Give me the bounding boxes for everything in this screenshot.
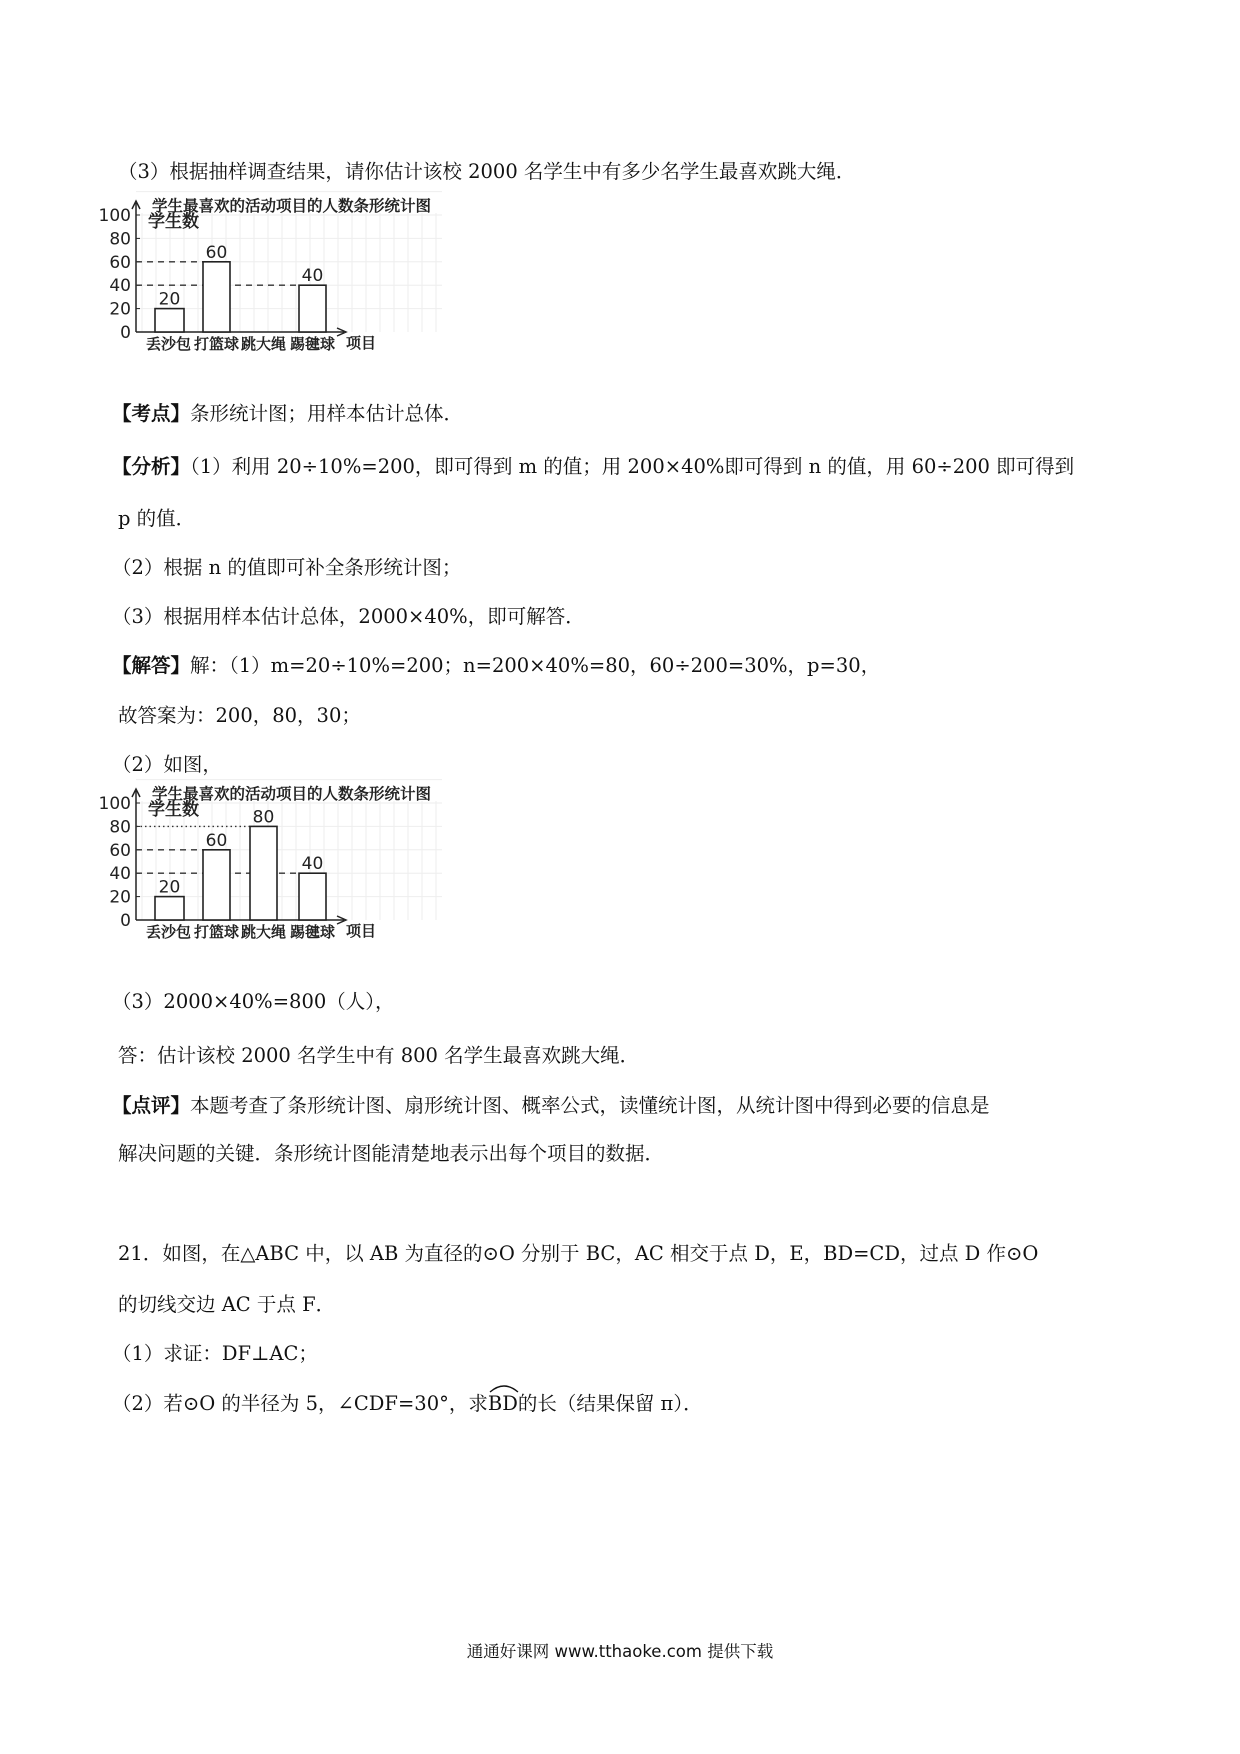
y-tick-label: 100 <box>98 794 131 814</box>
y-axis-label: 学生数 <box>148 800 199 820</box>
jieda-line-2: 故答案为：200，80，30； <box>118 704 361 727</box>
q3-prompt: （3）根据抽样调查结果，请你估计该校 2000 名学生中有多少名学生最喜欢跳大绳． <box>118 160 856 183</box>
bar-value-label: 20 <box>158 877 181 898</box>
arc-bd-label: BD <box>487 1392 518 1415</box>
fenxi-line-4: （3）根据用样本估计总体，2000×40%，即可解答． <box>112 605 585 628</box>
y-tick-label: 0 <box>120 911 131 931</box>
y-tick-label: 0 <box>120 323 131 343</box>
fenxi-line-3: （2）根据 n 的值即可补全条形统计图； <box>112 556 462 579</box>
bar-chart-2-svg <box>98 785 504 963</box>
arc-bd <box>488 1392 518 1415</box>
bar-chart-1-svg <box>98 197 504 375</box>
kaodian-line <box>112 402 463 425</box>
fenxi-tag: 【分析】 <box>112 455 191 478</box>
q21-part-2-a: （2）若⊙O 的半径为 5，∠CDF=30°，求 <box>112 1392 488 1415</box>
jieda-line-3: （2）如图， <box>112 753 222 776</box>
bar-value-label: 60 <box>205 242 228 263</box>
y-tick-label: 20 <box>109 887 131 908</box>
q21-part-2 <box>112 1392 703 1415</box>
jieda-tag: 【解答】 <box>112 654 191 677</box>
y-tick-label: 100 <box>98 206 131 226</box>
bar <box>155 309 184 332</box>
jieda-line-4: （3）2000×40%=800（人）， <box>112 990 395 1013</box>
bar-chart-1 <box>98 197 504 375</box>
dianping-line-2: 解决问题的关键．条形统计图能清楚地表示出每个项目的数据． <box>118 1142 665 1165</box>
bar-value-label: 40 <box>301 266 324 287</box>
y-tick-label: 40 <box>109 276 131 297</box>
y-tick-label: 80 <box>109 817 131 838</box>
category-label: 踢毽球 <box>289 923 336 941</box>
category-label: 踢毽球 <box>289 335 336 353</box>
dianping-text-1: 本题考查了条形统计图、扇形统计图、概率公式，读懂统计图，从统计图中得到必要的信息是 <box>190 1094 990 1117</box>
bar <box>299 285 326 332</box>
kaodian-text: 条形统计图；用样本估计总体． <box>190 402 464 425</box>
bar <box>299 873 326 920</box>
category-label: 打篮球 <box>193 923 240 941</box>
chart-title: 学生最喜欢的活动项目的人数条形统计图 <box>152 197 432 215</box>
dianping-tag: 【点评】 <box>112 1094 191 1117</box>
y-tick-label: 60 <box>109 840 131 861</box>
category-label: 打篮球 <box>193 335 240 353</box>
bar <box>203 262 230 332</box>
jieda-line-1 <box>112 654 880 677</box>
fenxi-line-2: p 的值． <box>118 507 196 530</box>
y-tick-label: 60 <box>109 252 131 273</box>
bar <box>250 826 277 920</box>
arc-mark-icon <box>489 1383 519 1393</box>
bar-value-label: 80 <box>252 807 275 828</box>
q21-line-2: 的切线交边 AC 于点 F． <box>118 1293 336 1316</box>
bar <box>203 850 230 920</box>
kaodian-tag: 【考点】 <box>112 402 191 425</box>
chart-title: 学生最喜欢的活动项目的人数条形统计图 <box>152 785 432 803</box>
bar-chart-2 <box>98 785 504 963</box>
q21-part-1: （1）求证：DF⊥AC； <box>112 1342 318 1365</box>
bar-value-label: 60 <box>205 830 228 851</box>
category-label: 跳大绳 <box>240 335 287 353</box>
fenxi-text-1: （1）利用 20÷10%=200，即可得到 m 的值；用 200×40%即可得到 n 的值，用 60÷200 即可得到 <box>190 455 1075 478</box>
y-tick-label: 20 <box>109 299 131 320</box>
q21-part-2-b: 的长（结果保留 π）． <box>517 1392 703 1415</box>
q21-line-1: 21．如图，在△ABC 中，以 AB 为直径的⊙O 分别于 BC，AC 相交于点 D，E，BD=CD，过点 D 作⊙O <box>118 1242 1039 1265</box>
jieda-text-1: 解：（1）m=20÷10%=200；n=200×40%=80，60÷200=30%，p=30， <box>190 654 881 677</box>
category-label: 丢沙包 <box>145 923 192 941</box>
fenxi-line-1 <box>112 455 1074 478</box>
x-axis-label: 项目 <box>346 922 377 940</box>
x-axis-label: 项目 <box>346 334 377 352</box>
y-axis-label: 学生数 <box>148 212 199 232</box>
y-tick-label: 40 <box>109 864 131 885</box>
footer: 通通好课网 www.tthaoke.com 提供下载 <box>466 1642 774 1661</box>
category-label: 跳大绳 <box>240 923 287 941</box>
category-label: 丢沙包 <box>145 335 192 353</box>
bar-value-label: 40 <box>301 854 324 875</box>
jieda-line-5: 答：估计该校 2000 名学生中有 800 名学生最喜欢跳大绳． <box>118 1044 640 1067</box>
dianping-line-1 <box>112 1094 990 1117</box>
bar <box>155 897 184 920</box>
bar-value-label: 20 <box>158 289 181 310</box>
y-tick-label: 80 <box>109 229 131 250</box>
